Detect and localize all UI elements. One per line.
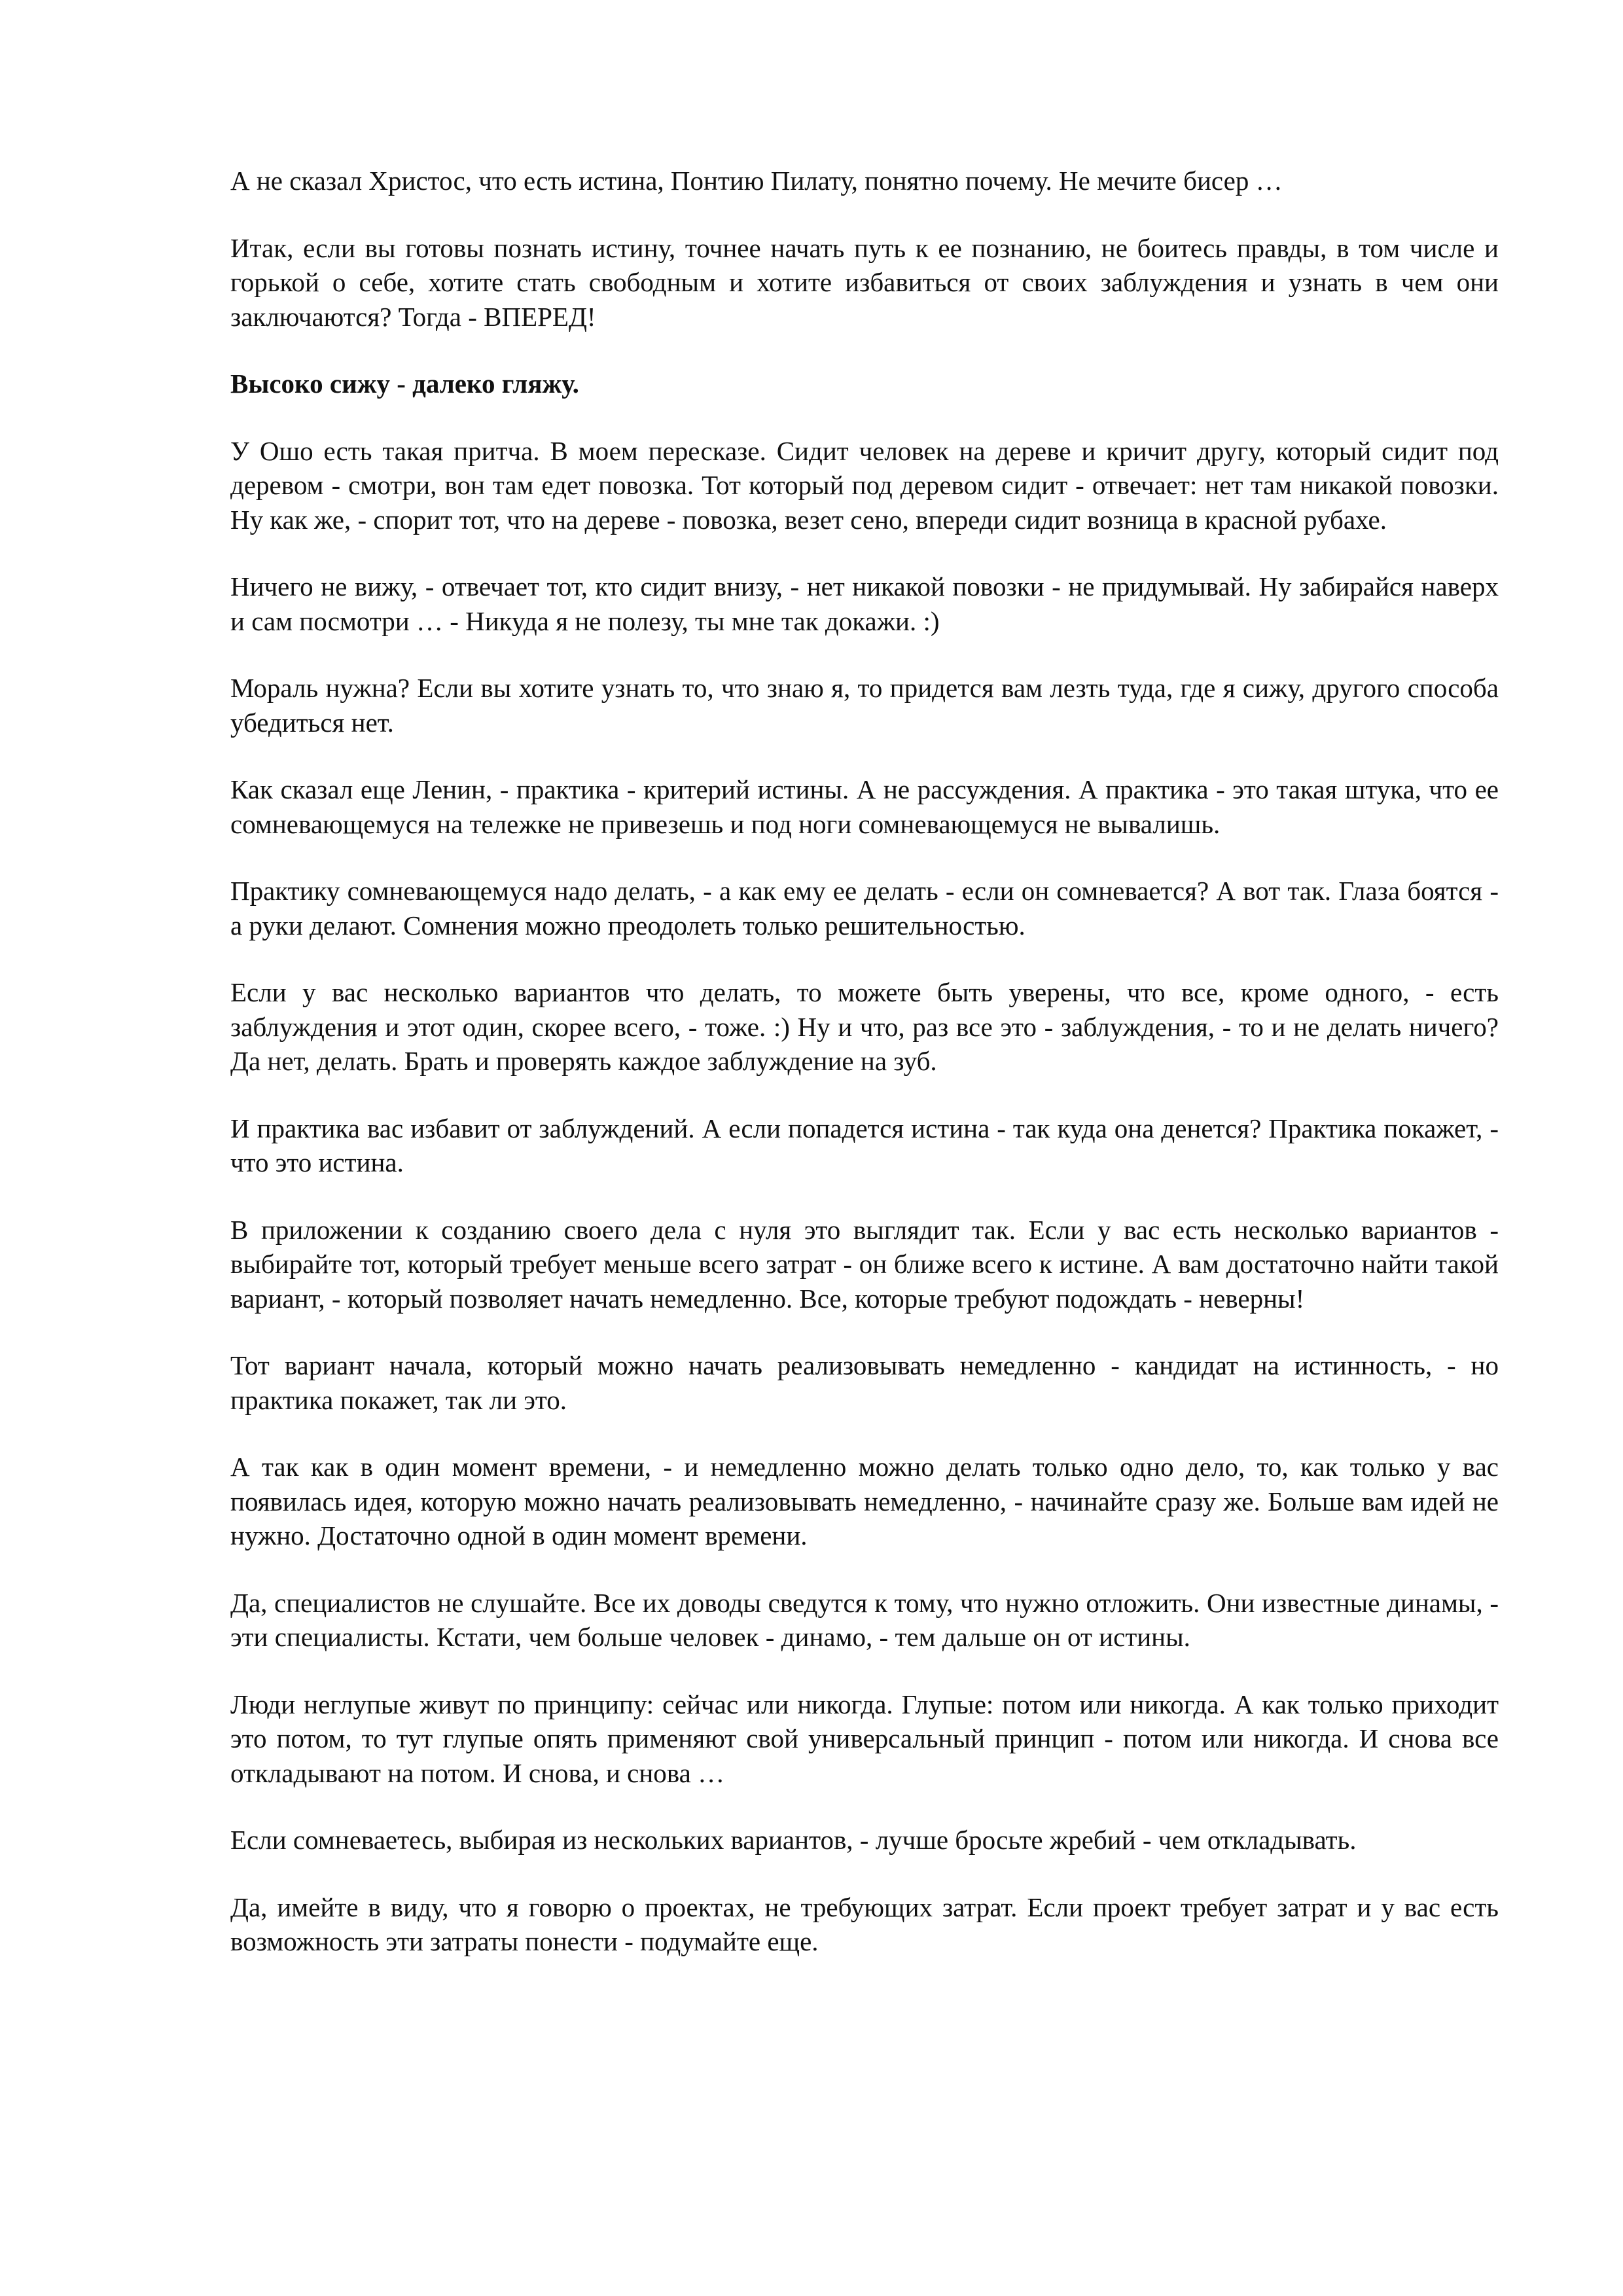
paragraph-5: Мораль нужна? Если вы хотите узнать то, что знаю я, то придется вам лезть туда, где я сижу, другого способа убедиться нет. [230, 673, 1499, 738]
document-page [230, 164, 1499, 1992]
paragraph-14: Люди неглупые живут по принципу: сейчас или никогда. Глупые: потом или никогда. А как только приходит это потом, то тут глупые опять применяют свой универсальный принцип - потом или никогда. И снова все откладывают на потом. И снова, и снова … [230, 1689, 1499, 1788]
paragraph-3: У Ошо есть такая притча. В моем пересказе. Сидит человек на дереве и кричит другу, который сидит под деревом - смотри, вон там едет повозка. Тот который под деревом сидит - отвечает: нет там никакой повозки. Ну как же, - спорит тот, что на дереве - повозка, везет сено, впереди сидит возница в красной рубахе. [230, 435, 1499, 535]
paragraph-6: Как сказал еще Ленин, - практика - критерий истины. А не рассуждения. А практика - это такая штука, что ее сомневающемуся на тележке не привезешь и под ноги сомневающемуся не вывалишь. [230, 774, 1499, 839]
paragraph-16: Да, имейте в виду, что я говорю о проектах, не требующих затрат. Если проект требует затрат и у вас есть возможность эти затраты понести - подумайте еще. [230, 1892, 1499, 1956]
paragraph-4: Ничего не вижу, - отвечает тот, кто сидит внизу, - нет никакой повозки - не придумывай. Ну забирайся наверх и сам посмотри … - Никуда я не полезу, ты мне так докажи. :) [230, 571, 1499, 636]
paragraph-9: И практика вас избавит от заблуждений. А если попадется истина - так куда она денется? Практика покажет, - что это истина. [230, 1113, 1499, 1177]
paragraph-8: Если у вас несколько вариантов что делать, то можете быть уверены, что все, кроме одного, - есть заблуждения и этот один, скорее всего, - тоже. :) Ну и что, раз все это - заблуждения, - то и не делать ничего? Да нет, делать. Брать и проверять каждое заблуждение на зуб. [230, 977, 1499, 1076]
section-heading: Высоко сижу - далеко гляжу. [230, 368, 579, 399]
paragraph-10: В приложении к созданию своего дела с нуля это выглядит так. Если у вас есть несколько вариантов - выбирайте тот, который требует меньше всего затрат - он ближе всего к истине. А вам достаточно найти такой вариант, - который позволяет начать немедленно. Все, которые требуют подождать - неверны! [230, 1214, 1499, 1314]
paragraph-7: Практику сомневающемуся надо делать, - а как ему ее делать - если он сомневается? А вот так. Глаза боятся - а руки делают. Сомнения можно преодолеть только решительностью. [230, 876, 1499, 941]
paragraph-12: А так как в один момент времени, - и немедленно можно делать только одно дело, то, как только у вас появилась идея, которую можно начать реализовывать немедленно, - начинайте сразу же. Больше вам идей не нужно. Достаточно одной в один момент времени. [230, 1452, 1499, 1551]
paragraph-1: А не сказал Христос, что есть истина, Понтию Пилату, понятно почему. Не мечите бисер … [230, 166, 1283, 196]
paragraph-13: Да, специалистов не слушайте. Все их доводы сведутся к тому, что нужно отложить. Они известные динамы, - эти специалисты. Кстати, чем больше человек - динамо, - тем дальше он от истины. [230, 1587, 1499, 1652]
paragraph-11: Тот вариант начала, который можно начать реализовывать немедленно - кандидат на истинность, - но практика покажет, так ли это. [230, 1350, 1499, 1415]
paragraph-15: Если сомневаетесь, выбирая из нескольких вариантов, - лучше бросьте жребий - чем откладывать. [230, 1825, 1357, 1855]
paragraph-2: Итак, если вы готовы познать истину, точнее начать путь к ее познанию, не боитесь правды, в том числе и горькой о себе, хотите стать свободным и хотите избавиться от своих заблуждения и узнать в чем они заключаются? Тогда - ВПЕРЕД! [230, 232, 1499, 332]
